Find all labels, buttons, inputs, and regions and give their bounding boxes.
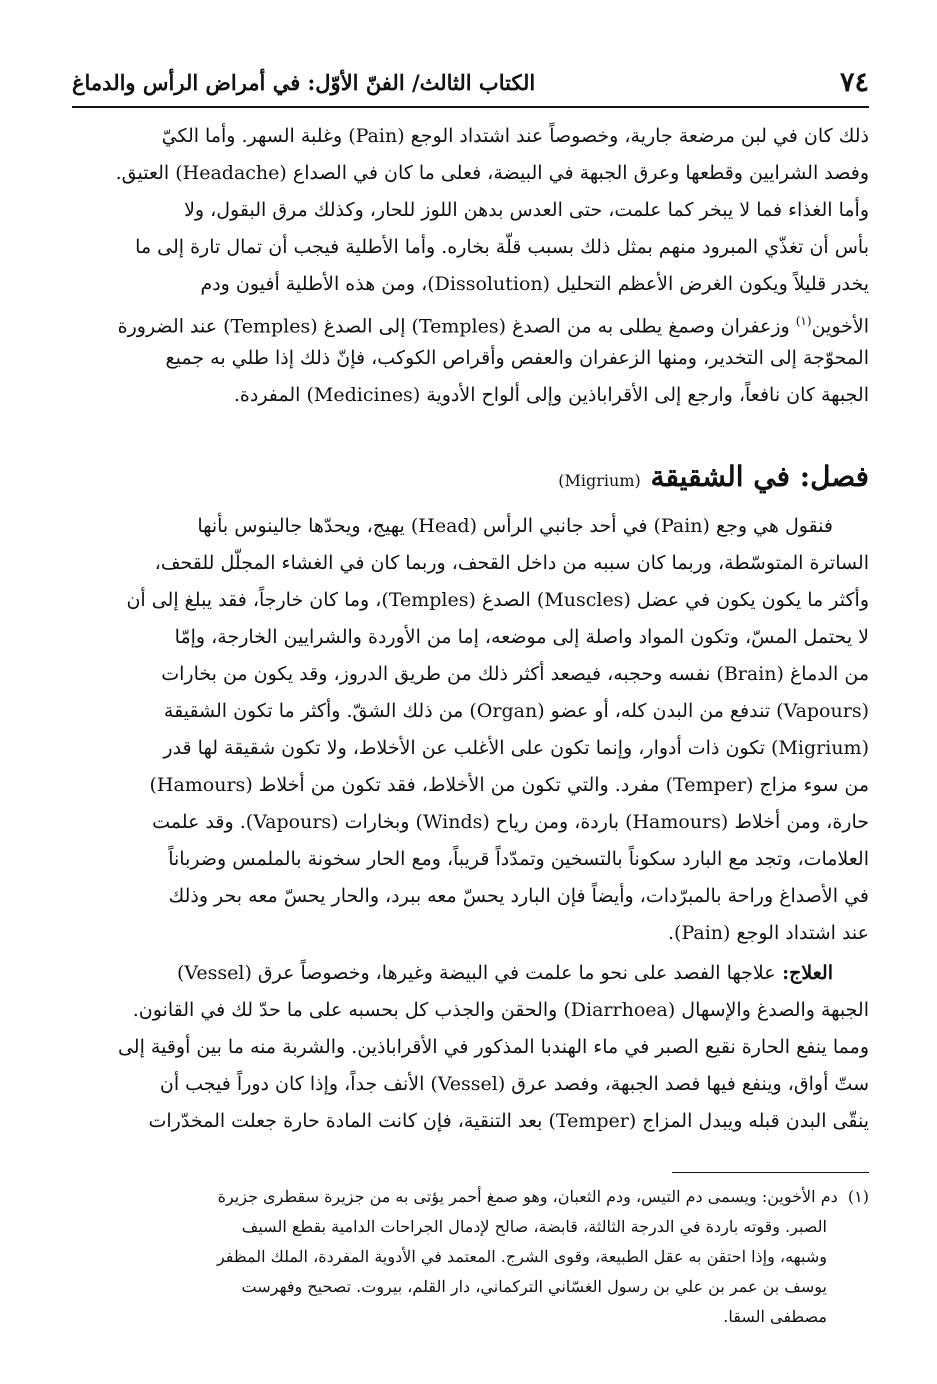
footnote-rule	[672, 1172, 869, 1173]
text-line: ستّ أواق، وينفع فيها فصد الجبهة، وفصد عرق (Vessel) الأنف جداً، وإذا كان دوراً فيجب أن	[159, 1073, 869, 1095]
text-segment: الأخوين	[811, 315, 869, 338]
running-title: الكتاب الثالث/ الفنّ الأوّل: في أمراض الرأس والدماغ	[72, 69, 536, 95]
text-line: ينقّى البدن قبله ويبدل المزاج (Temper) بعد التنقية، فإن كانت المادة حارة جعلت المخدّرات	[148, 1110, 869, 1132]
text-line: حارة، ومن أخلاط (Hamours) باردة، ومن رياح (Winds) وبخارات (Vapours). وقد علمت	[152, 811, 869, 833]
footnote-line: الصبر. وقوته باردة في الدرجة الثالثة، قابضة، صالح لإدمال الجراحات الدامية بقطع السيف	[241, 1217, 827, 1236]
paragraph-3	[94, 955, 869, 1140]
text-line	[94, 955, 869, 992]
page-header	[72, 62, 869, 102]
text-line: لا يحتمل المسّ، وتكون المواد واصلة إلى موضعه، إما من الأوردة والشرايين الخارجة، وإمّا	[174, 626, 869, 648]
footnote-line: مصطفى السقا.	[723, 1307, 827, 1326]
text-segment: علاجها الفصد على نحو ما علمت في البيضة وغيرها، وخصوصاً عرق (Vessel)	[176, 962, 776, 984]
text-line: وأكثر ما يكون يكون في عضل (Muscles) الصدغ (Temples)، وما كان خارجاً، فقد يبلغ إلى أن	[126, 589, 869, 611]
footnote-line: وشبهه، وإذا احتقن به عقل الطبيعة، وقوى الشرج. المعتمد في الأدوية المفردة، الملك المظفر	[216, 1247, 827, 1266]
text-line: الساترة المتوسّطة، وربما كان سببه من داخل القحف، وربما كان في الغشاء المجلّل للقحف،	[154, 552, 869, 574]
text-line: من سوء مزاج (Temper) مفرد. والتي تكون من الأخلاط، فقد تكون من أخلاط (Hamours)	[149, 774, 869, 796]
paragraph-2	[94, 508, 869, 952]
section-heading-title: فصل: في الشقيقة	[650, 460, 869, 493]
text-line: في الأصداغ وراحة بالمبرّدات، وأيضاً فإن البارد يحسّ معه ببرد، والحار يحسّ معه بحر وذلك	[168, 885, 869, 907]
text-line: وأما الغذاء فما لا يبخر كما علمت، حتى العدس بدهن اللوز للحار، وكذلك مرق البقول، ولا	[184, 199, 869, 221]
text-line: الجبهة والصدغ والإسهال (Diarrhoea) والحقن والجذب كل بحسبه على ما حدّ لك في القانون.	[132, 999, 869, 1021]
page-number: ٧٤	[839, 66, 869, 98]
text-line: وفصد الشرايين وقطعها وعرق الجبهة في البيضة، فعلى ما كان في الصداع (Headache) العتيق.	[115, 162, 869, 184]
text-line: العلامات، وتجد مع البارد سكوناً بالتسخين وتمدّداً قريباً، ومع الحار سخونة بالملمس وضرباناً	[168, 848, 869, 870]
footnote-line: يوسف بن عمر بن علي بن رسول الغسّاني التركماني، دار القلم، بيروت. تصحيح وفهرست	[241, 1277, 827, 1296]
header-rule	[72, 106, 869, 108]
footnote-reference[interactable]: (١)	[795, 314, 812, 328]
text-line: يخدر قليلاً ويكون الغرض الأعظم التحليل (Dissolution)، ومن هذه الأطلية أفيون ودم	[200, 273, 869, 295]
text-line: الجبهة كان نافعاً، وارجع إلى الأقراباذين وإلى ألواح الأدوية (Medicines) المفردة.	[233, 384, 869, 406]
text-line: ذلك كان في لبن مرضعة جارية، وخصوصاً عند اشتداد الوجع (Pain) وغلبة السهر. وأما الكيّ	[161, 125, 869, 147]
text-line: بأس أن تغذّي المبرود منهم بمثل ذلك بسبب قلّة بخاره. وأما الأطلية فيجب أن تمال تارة إلى ما	[135, 236, 869, 258]
footnote-line	[94, 1182, 869, 1212]
footnote-marker: (١)	[847, 1187, 869, 1206]
section-heading-latin: (Migrium)	[558, 471, 641, 490]
text-segment: دم الأخوين: ويسمى دم التيس، ودم الثعبان، وهو صمغ أحمر يؤتى به من جزيرة سقطرى جزيرة	[217, 1187, 838, 1206]
section-heading	[94, 452, 869, 502]
text-line-with-footnote	[94, 303, 869, 340]
text-line: ومما ينفع الحارة نقيع الصبر في ماء الهندبا المذكور في الأقراباذين. والشربة منه ما بين أوقية إلى	[117, 1036, 869, 1058]
text-line: المحوّجة إلى التخدير، ومنها الزعفران والعفص وأقراص الكوكب، فإنّ ذلك إذا طلي به جميع	[165, 347, 869, 369]
paragraph-1	[94, 118, 869, 414]
text-line: فنقول هي وجع (Pain) في أحد جانبي الرأس (Head) يهيج، ويحدّها جالينوس بأنها	[197, 515, 833, 537]
treatment-label: العلاج:	[775, 962, 833, 984]
text-line: (Vapours) تندفع من البدن كله، أو عضو (Organ) من ذلك الشقّ. وأكثر ما تكون الشقيقة	[163, 700, 869, 722]
footnote	[94, 1182, 869, 1332]
text-segment: (Temples) عند الضرورة	[117, 315, 318, 338]
text-segment: وزعفران وصمغ يطلى به من الصدغ (Temples) إلى الصدغ	[317, 315, 796, 338]
text-line: من الدماغ (Brain) نفسه وحجبه، فيصعد أكثر ذلك من طريق الدروز، وقد يكون من بخارات	[161, 663, 869, 685]
text-line: (Migrium) تكون ذات أدوار، وإنما تكون على الأغلب عن الأخلاط، ولا تكون شقيقة لها قدر	[163, 737, 869, 759]
text-line: عند اشتداد الوجع (Pain).	[668, 922, 869, 944]
